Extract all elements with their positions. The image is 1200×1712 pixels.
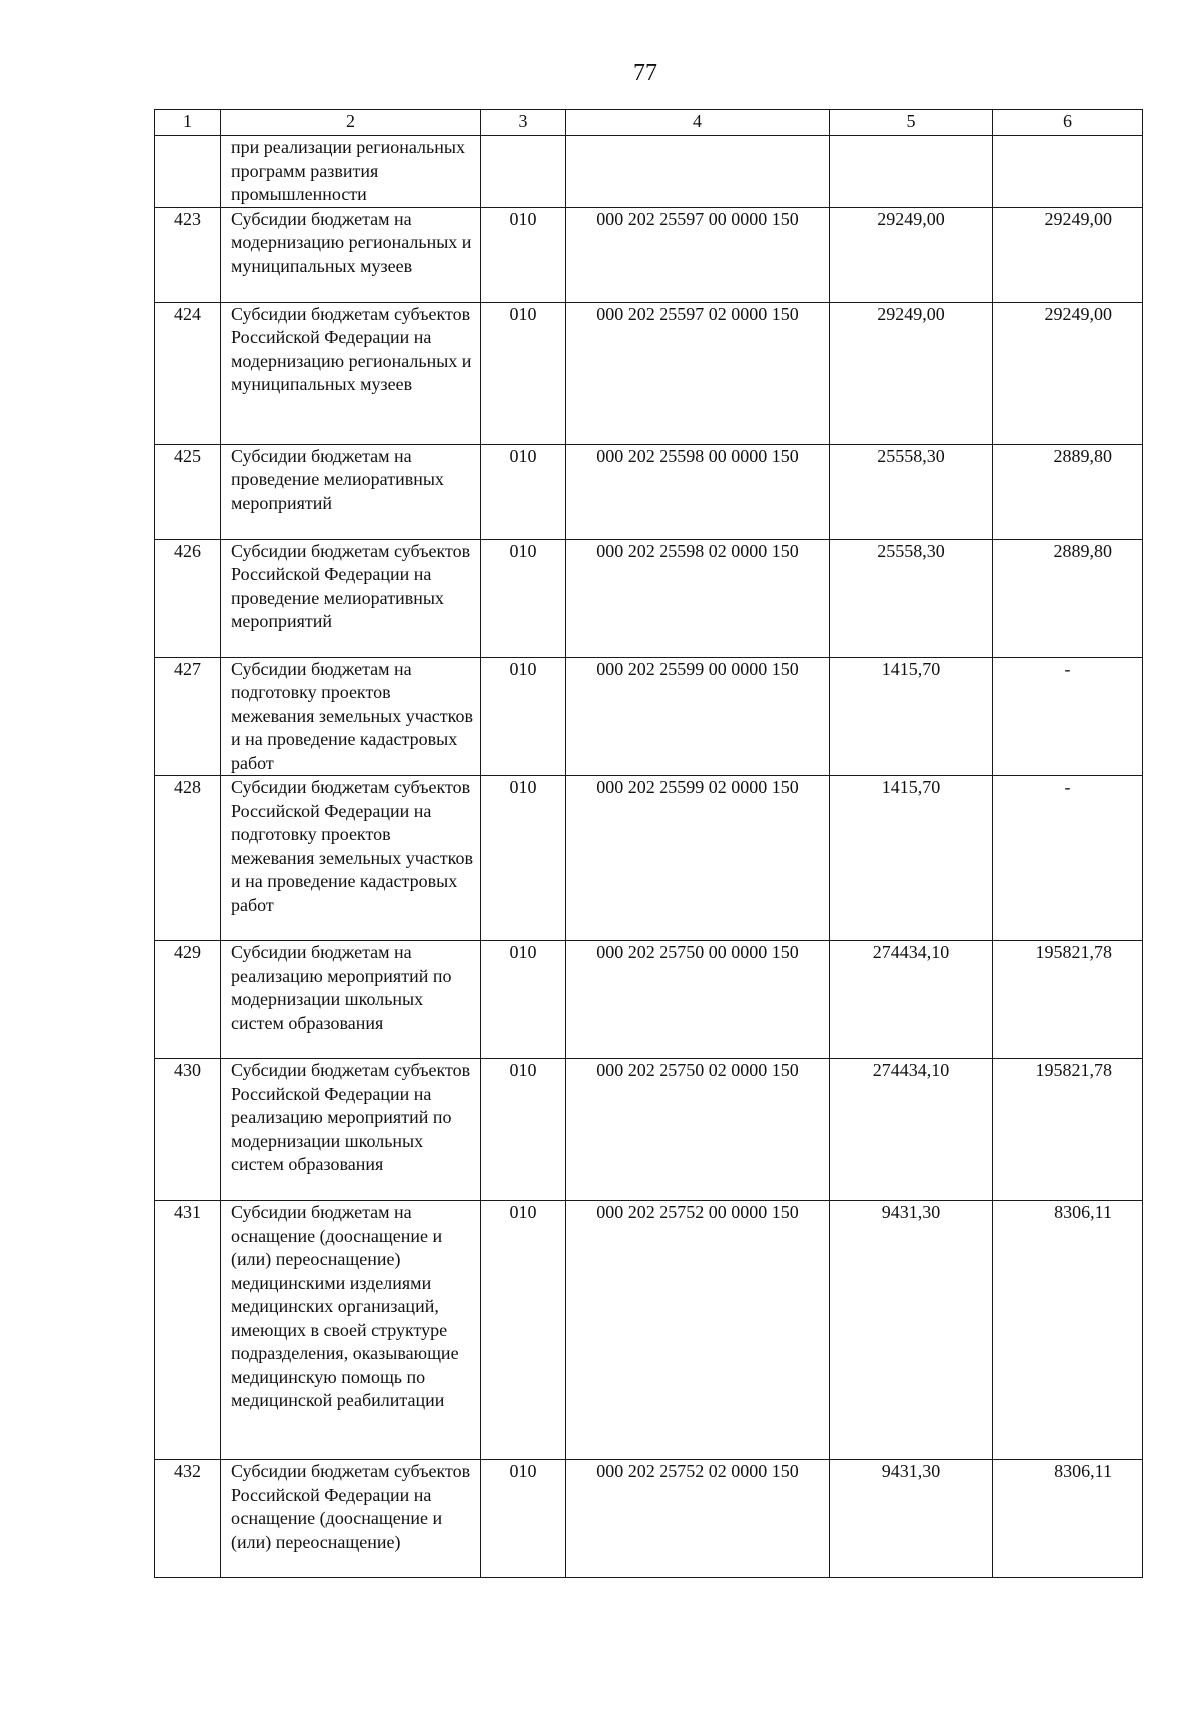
row-amount-col6: 195821,78 [993,941,1143,1059]
row-budget-code: 000 202 25750 00 0000 150 [566,941,830,1059]
row-budget-code: 000 202 25597 00 0000 150 [566,207,830,302]
header-col-5: 5 [830,110,993,136]
row-number: 430 [155,1059,221,1201]
row-amount-col5: 9431,30 [830,1201,993,1460]
header-row [155,110,1143,136]
header-col-1: 1 [155,110,221,136]
row-number: 425 [155,444,221,539]
row-number: 429 [155,941,221,1059]
row-admin-code: 010 [481,1059,566,1201]
row-admin-code: 010 [481,1201,566,1460]
header-col-4: 4 [566,110,830,136]
table-row [155,444,1143,539]
row-admin-code: 010 [481,941,566,1059]
row-amount-col6: 195821,78 [993,1059,1143,1201]
row-budget-code [566,136,830,208]
row-name: Субсидии бюджетам на модернизацию региональных и муниципальных музеев [221,207,481,302]
header-col-3: 3 [481,110,566,136]
row-amount-col6: - [993,776,1143,941]
row-number: 427 [155,657,221,776]
row-admin-code [481,136,566,208]
row-budget-code: 000 202 25752 00 0000 150 [566,1201,830,1460]
row-admin-code: 010 [481,539,566,657]
row-budget-code: 000 202 25598 02 0000 150 [566,539,830,657]
row-admin-code: 010 [481,776,566,941]
row-name: Субсидии бюджетам субъектов Российской Федерации на подготовку проектов межевания земельных участков и на проведение кадастровых работ [221,776,481,941]
row-amount-col5: 9431,30 [830,1460,993,1578]
table-row [155,1460,1143,1578]
table-row [155,136,1143,208]
row-name: Субсидии бюджетам субъектов Российской Федерации на оснащение (дооснащение и (или) переоснащение) [221,1460,481,1578]
row-number: 424 [155,302,221,444]
row-number: 428 [155,776,221,941]
row-name: Субсидии бюджетам на проведение мелиоративных мероприятий [221,444,481,539]
budget-table [154,109,1143,1578]
row-amount-col5: 29249,00 [830,302,993,444]
table-row [155,302,1143,444]
row-number: 426 [155,539,221,657]
row-name: Субсидии бюджетам субъектов Российской Федерации на проведение мелиоративных мероприятий [221,539,481,657]
header-col-6: 6 [993,110,1143,136]
row-number: 423 [155,207,221,302]
row-admin-code: 010 [481,302,566,444]
row-admin-code: 010 [481,1460,566,1578]
row-amount-col5: 1415,70 [830,657,993,776]
table-row [155,539,1143,657]
row-amount-col5: 29249,00 [830,207,993,302]
row-number [155,136,221,208]
row-number: 431 [155,1201,221,1460]
row-amount-col6 [993,136,1143,208]
row-amount-col6: 29249,00 [993,302,1143,444]
row-admin-code: 010 [481,444,566,539]
row-amount-col5: 274434,10 [830,1059,993,1201]
row-budget-code: 000 202 25752 02 0000 150 [566,1460,830,1578]
row-amount-col5: 1415,70 [830,776,993,941]
table-row [155,776,1143,941]
row-budget-code: 000 202 25598 00 0000 150 [566,444,830,539]
row-admin-code: 010 [481,207,566,302]
row-amount-col5: 274434,10 [830,941,993,1059]
table-row [155,1059,1143,1201]
page-number: 77 [633,60,657,86]
row-name: Субсидии бюджетам на оснащение (дооснащение и (или) переоснащение) медицинскими изделиями медицинских организаций, имеющих в своей структуре подразделения, оказывающие медицинскую помощь по медицинской реабилитации [221,1201,481,1460]
table-row [155,941,1143,1059]
row-name: Субсидии бюджетам субъектов Российской Федерации на реализацию мероприятий по модернизации школьных систем образования [221,1059,481,1201]
header-col-2: 2 [221,110,481,136]
row-amount-col6: 8306,11 [993,1460,1143,1578]
table-row [155,1201,1143,1460]
row-number: 432 [155,1460,221,1578]
row-budget-code: 000 202 25599 02 0000 150 [566,776,830,941]
table-row [155,657,1143,776]
row-amount-col5: 25558,30 [830,539,993,657]
row-amount-col6: - [993,657,1143,776]
row-name: при реализации региональных программ развития промышленности [221,136,481,208]
row-amount-col6: 2889,80 [993,539,1143,657]
row-amount-col6: 2889,80 [993,444,1143,539]
row-admin-code: 010 [481,657,566,776]
row-budget-code: 000 202 25750 02 0000 150 [566,1059,830,1201]
row-amount-col5: 25558,30 [830,444,993,539]
row-amount-col6: 8306,11 [993,1201,1143,1460]
row-name: Субсидии бюджетам субъектов Российской Федерации на модернизацию региональных и муниципальных музеев [221,302,481,444]
row-amount-col5 [830,136,993,208]
table-row [155,207,1143,302]
table-body [155,136,1143,1578]
row-name: Субсидии бюджетам на реализацию мероприятий по модернизации школьных систем образования [221,941,481,1059]
row-amount-col6: 29249,00 [993,207,1143,302]
row-name: Субсидии бюджетам на подготовку проектов межевания земельных участков и на проведение кадастровых работ [221,657,481,776]
row-budget-code: 000 202 25597 02 0000 150 [566,302,830,444]
row-budget-code: 000 202 25599 00 0000 150 [566,657,830,776]
table-header [155,110,1143,136]
